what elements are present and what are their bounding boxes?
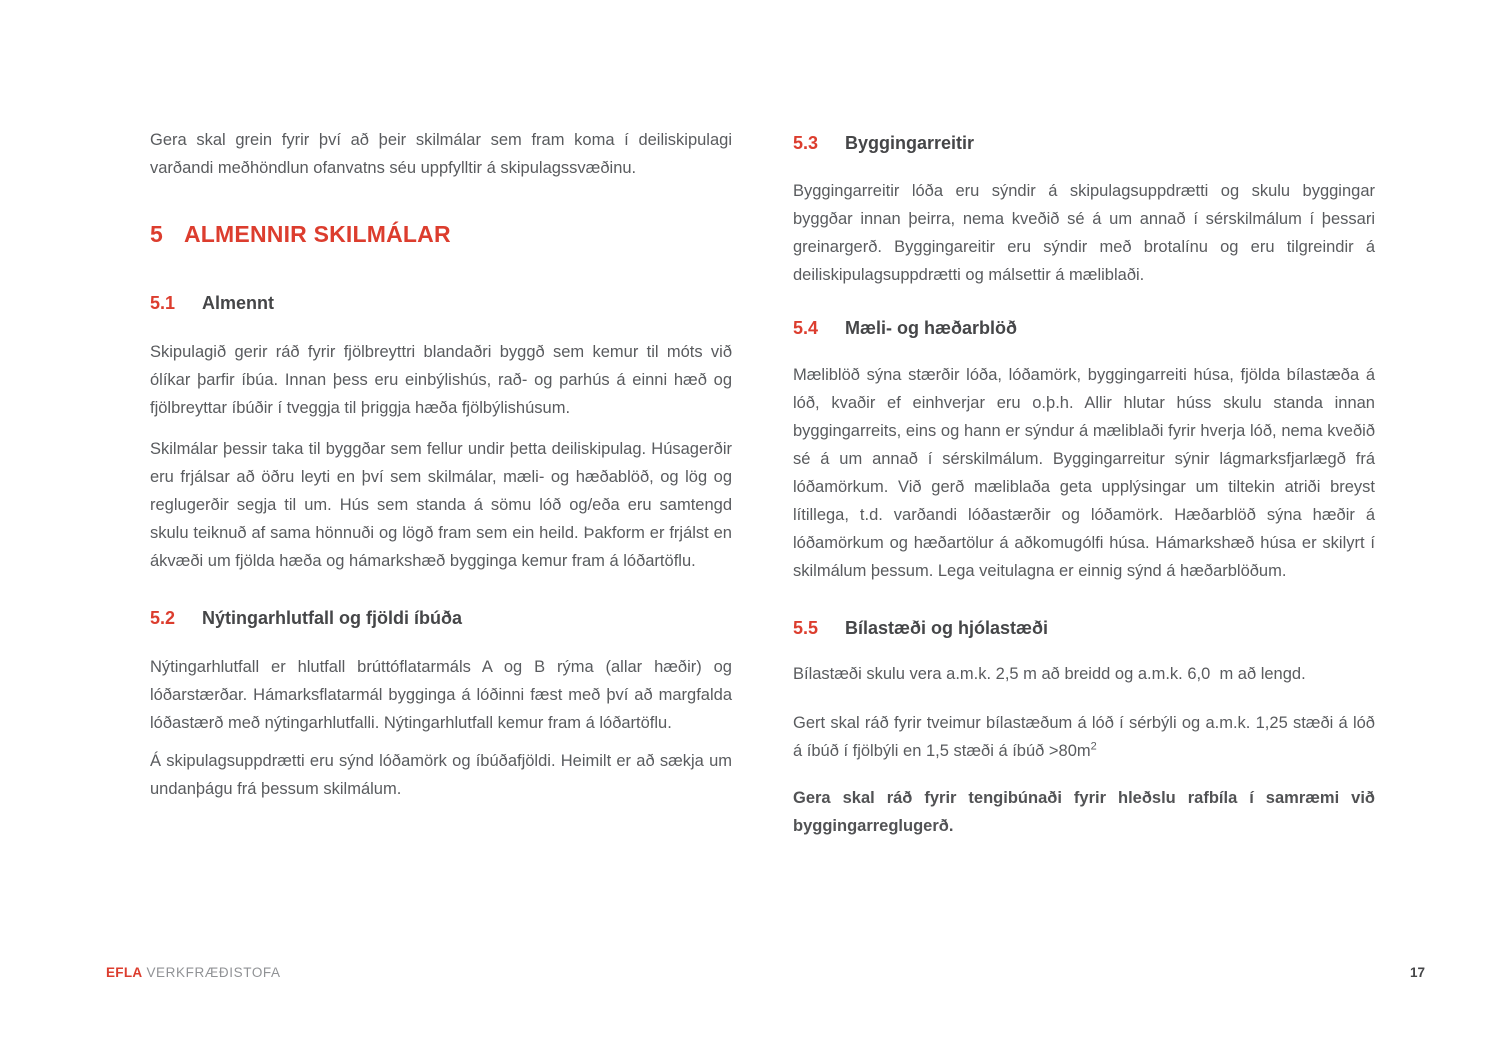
- right-column: [793, 130, 1375, 840]
- paragraph-5-5-b-text: Gert skal ráð fyrir tveimur bílastæðum á lóð í sérbýli og a.m.k. 1,25 stæði á lóð á íbúð í fjölbýli en 1,5 stæði á íbúð >80m: [793, 714, 1375, 760]
- efla-logo: [106, 963, 281, 983]
- page-number: 17: [1409, 965, 1425, 980]
- paragraph-5-5-b: [793, 709, 1375, 765]
- section-title: ALMENNIR SKILMÁLAR: [184, 221, 451, 247]
- subsection-5-2-heading: [150, 605, 732, 631]
- subsection-5-5-heading: [793, 615, 1375, 641]
- subsection-number: 5.2: [150, 608, 176, 628]
- subsection-number: 5.4: [793, 318, 819, 338]
- left-column: [150, 126, 732, 803]
- subsection-title: Bílastæði og hjólastæði: [845, 618, 1049, 638]
- paragraph-5-4: Mæliblöð sýna stærðir lóða, lóðamörk, byggingarreiti húsa, fjölda bílastæða á lóð, kvaðir ef einhverjar eru o.þ.h. Allir hlutar húss skulu standa innan byggingarreits, eins og hann er sýndur á mæliblaði fyrir hverja lóð, nema kveðið sé á um annað í sérskilmálum. Byggingarreitur sýnir lágmarksfjarlægð frá lóðamörkum. Við gerð mæliblaða geta upplýsingar um tiltekin atriði breyst lítillega, t.d. varðandi lóðastærðir og lóðamörk. Hæðarblöð sýna hæðir á lóðamörkum og hæðartölur á aðkomugólfi húsa. Hámarkshæð húsa er skilyrt í skilmálum þessum. Lega veitulagna er einnig sýnd á hæðarblöðum.: [793, 366, 1375, 580]
- subsection-5-4-heading: [793, 315, 1375, 341]
- subsection-number: 5.3: [793, 133, 819, 153]
- paragraph-5-2-a: Nýtingarhlutfall er hlutfall brúttóflatarmáls A og B rýma (allar hæðir) og lóðarstærðar. Hámarksflatarmál bygginga á lóðinni fæst með því að margfalda lóðastærð með nýtingarhlutfalli. Nýtingarhlutfall kemur fram á lóðartöflu.: [150, 658, 732, 732]
- paragraph-5-1-a: Skipulagið gerir ráð fyrir fjölbreyttri blandaðri byggð sem kemur til móts við ólíkar þarfir íbúa. Innan þess eru einbýlishús, rað- og parhús á einni hæð og fjölbreyttar íbúðir í tveggja til þriggja hæða fjölbýlishúsum.: [150, 343, 732, 417]
- subsection-5-3-heading: [793, 130, 1375, 156]
- subsection-number: 5.5: [793, 618, 819, 638]
- subsection-5-1-heading: [150, 290, 732, 316]
- logo-wordmark: EFLA: [106, 965, 143, 980]
- subsection-number: 5.1: [150, 293, 176, 313]
- subsection-title: Byggingarreitir: [845, 133, 975, 153]
- subsection-title: Almennt: [202, 293, 274, 313]
- subsection-title: Nýtingarhlutfall og fjöldi íbúða: [202, 608, 462, 628]
- paragraph-5-5-c: Gera skal ráð fyrir tengibúnaði fyrir hleðslu rafbíla í samræmi við byggingarreglugerð.: [793, 789, 1375, 835]
- logo-subtitle: VERKFRÆÐISTOFA: [146, 965, 281, 980]
- paragraph-5-3: Byggingarreitir lóða eru sýndir á skipulagsuppdrætti og skulu byggingar byggðar innan þeirra, nema kveðið sé á um annað í sérskilmálum í þessari greinargerð. Byggingareitir eru sýndir með brotalínu og eru tilgreindir á deiliskipulagsuppdrætti og málsettir á mæliblaði.: [793, 182, 1375, 284]
- intro-paragraph: Gera skal grein fyrir því að þeir skilmálar sem fram koma í deiliskipulagi varðandi meðhöndlun ofanvatns séu uppfylltir á skipulagssvæðinu.: [150, 131, 732, 177]
- superscript-2: 2: [1090, 740, 1097, 753]
- paragraph-5-1-b: Skilmálar þessir taka til byggðar sem fellur undir þetta deiliskipulag. Húsagerðir eru frjálsar að öðru leyti en því sem skilmálar, mæli- og hæðablöð, og lög og reglugerðir segja til um. Hús sem standa á sömu lóð og/eða eru samtengd skulu teiknuð af sama hönnuði og lögð fram sem ein heild. Þakform er frjálst en ákvæði um fjölda hæða og hámarkshæð bygginga kemur fram á lóðartöflu.: [150, 440, 732, 570]
- section-number: 5: [150, 221, 163, 247]
- subsection-title: Mæli- og hæðarblöð: [845, 318, 1017, 338]
- paragraph-5-2-b: Á skipulagsuppdrætti eru sýnd lóðamörk og íbúðafjöldi. Heimilt er að sækja um undanþágu frá þessum skilmálum.: [150, 752, 732, 798]
- section-5-heading: [150, 218, 732, 250]
- paragraph-5-5-a: Bílastæði skulu vera a.m.k. 2,5 m að breidd og a.m.k. 6,0 m að lengd.: [793, 665, 1306, 683]
